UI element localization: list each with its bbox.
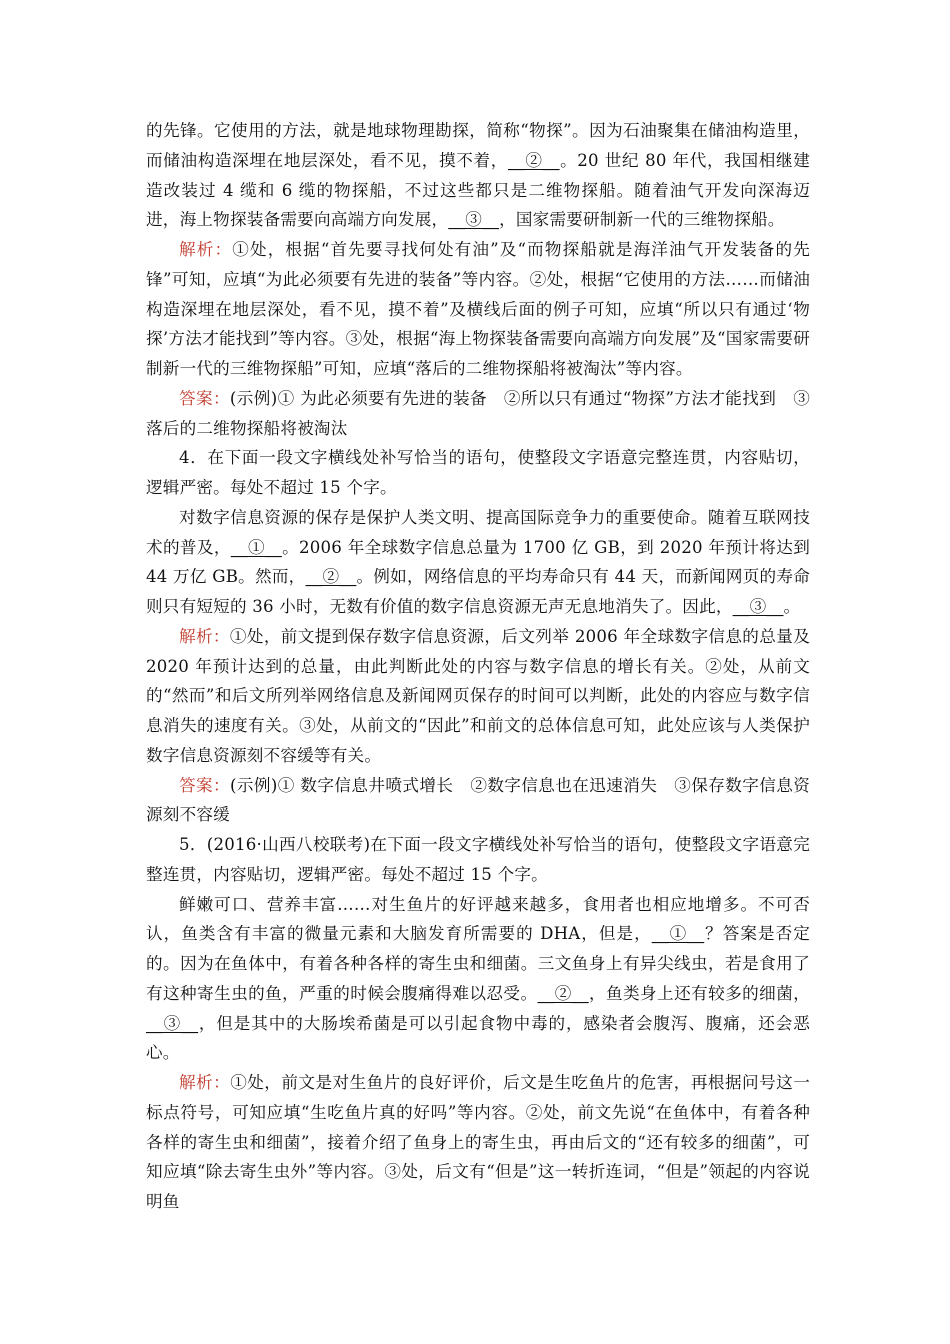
q4-answer <box>146 771 810 831</box>
blank-2: __②__ <box>507 150 560 170</box>
analysis-text: ①处，前文是对生鱼片的良好评价，后文是生吃鱼片的危害，再根据问号这一标点符号，可知应填“生吃鱼片真的好吗”等内容。②处，前文先说“在鱼体中，有着各种各样的寄生虫和细菌”，接着介绍了鱼身上的寄生虫，再由后文的“还有较多的细菌”，可知应填“除去寄生虫外”等内容。③处，后文有“但是”这一转折连词，“但是”领起的内容说明鱼 <box>146 1073 810 1211</box>
q5-stem: 5．(2016·山西八校联考)在下面一段文字横线处补写恰当的语句，使整段文字语意完整连贯，内容贴切，逻辑严密。每处不超过 15 个字。 <box>146 835 810 884</box>
analysis-text: ①处，前文提到保存数字信息资源，后文列举 2006 年全球数字信息的总量及 2020 年预计达到的总量，由此判断此处的内容与数字信息的增长有关。②处，从前文的“然而”和后文所列举网络信息及新闻网页保存的时间可以判断，此处的内容应与数字信息消失的速度有关。③处，从前文的“因此”和前文的总体信息可知，此处应该与人类保护数字信息资源刻不容缓等有关。 <box>146 626 810 765</box>
q4-passage: 对数字信息资源的保存是保护人类文明、提高国际竞争力的重要使命。随着互联网技术的普及，__①__。2006 年全球数字信息总量为 1700 亿 GB，到 2020 年预计将达到 44 万亿 GB。然而，__②__。例如，网络信息的平均寿命只有 44 天，而新闻网页的寿命则只有短短的 36 小时，无数有价值的数字信息资源无声无息地消失了。因此，__③__。 <box>146 507 811 616</box>
analysis-text: ①处，根据“首先要寻找何处有油”及“而物探船就是海洋油气开发装备的先锋”可知，应填“为此必须要有先进的装备”等内容。②处，根据“它使用的方法……而储油构造深埋在地层深处，看不见，摸不着”及横线后面的例子可知，应填“所以只有通过‘物探’方法才能找到”等内容。③处，根据“海上物探装备需要向高端方向发展”及“国家需要研制新一代的三维物探船”可知，应填“落后的二维物探船将被淘汰”等内容。 <box>146 240 810 378</box>
q3-answer <box>146 384 810 444</box>
q3-line-4: 上物探装备需要向高端方向发展， <box>196 210 449 230</box>
analysis-label: 解析： <box>179 1073 231 1092</box>
blank-1: __①__ <box>651 924 705 944</box>
q4-stem: 4．在下面一段文字横线处补写恰当的语句，使整段文字语意完整连贯，内容贴切，逻辑严密。每处不超过 15 个字。 <box>146 448 810 497</box>
analysis-label: 解析： <box>179 240 233 259</box>
q3-line-3: 改装过 4 缆和 6 缆的物探船，不过这些都只是二维物探船。随着油气开发向深海迈进，海 <box>146 180 811 230</box>
document-page <box>146 116 810 1217</box>
q5-passage: 鲜嫩可口、营养丰富……对生鱼片的好评越来越多，食用者也相应地增多。不可否认，鱼类含有丰富的微量元素和大脑发育所需要的 DHA，但是，__①__？答案是否定的。因为在鱼体中，有着各种各样的寄生虫和细菌。三文鱼身上有异尖线虫，若是食用了有这种寄生虫的鱼，严重的时候会腹痛得难以忍受。__②__，鱼类身上还有较多的细菌，__③__，但是其中的大肠埃希菌是可以引起食物中毒的，感染者会腹泻、腹痛，还会恶心。 <box>146 894 811 1063</box>
blank-3: __③__ <box>146 1013 199 1033</box>
answer-label: 答案： <box>179 388 230 408</box>
answer-text: (示例)① 数字信息井喷式增长 ②数字信息也在迅速消失 ③保存数字信息资源刻不容缓 <box>146 775 810 825</box>
blank-3: __③__ <box>448 210 500 230</box>
q3-line-1: 的先锋。它使用的方法，就是地球物理勘探，简称“物探”。因为石油聚集在储油构造里， <box>146 121 810 140</box>
q4-analysis <box>146 622 810 771</box>
answer-text: (示例)① 为此必须要有先进的装备 ②所以只有通过“物探”方法才能找到 ③落后的二维物探船将被淘汰 <box>146 388 810 438</box>
blank-1: __①__ <box>230 537 282 557</box>
q3-passage-end: 的先锋。它使用的方法，就是地球物理勘探，简称“物探”。因为石油聚集在储油构造里，而储油构造深埋在地层深处，看不见，摸不着，__②__。20 世纪 80 年代，我国相继建造改装过 4 缆和 6 缆的物探船，不过这些都只是二维物探船。随着油气开发向深海迈进，海上物探装备需要向高端方向发展，__③__，国家需要研制新一代的三维物探船。 <box>146 121 811 230</box>
analysis-label: 解析： <box>179 626 230 646</box>
blank-2: __②__ <box>537 983 589 1003</box>
q3-analysis <box>146 235 810 384</box>
q5-analysis <box>146 1068 810 1217</box>
q3-line-2: 而储油构造深埋在地层深处，看不见，摸不着， <box>146 150 508 170</box>
answer-label: 答案： <box>179 775 230 795</box>
blank-3: __③__ <box>732 597 784 616</box>
blank-2: __②__ <box>305 567 357 587</box>
